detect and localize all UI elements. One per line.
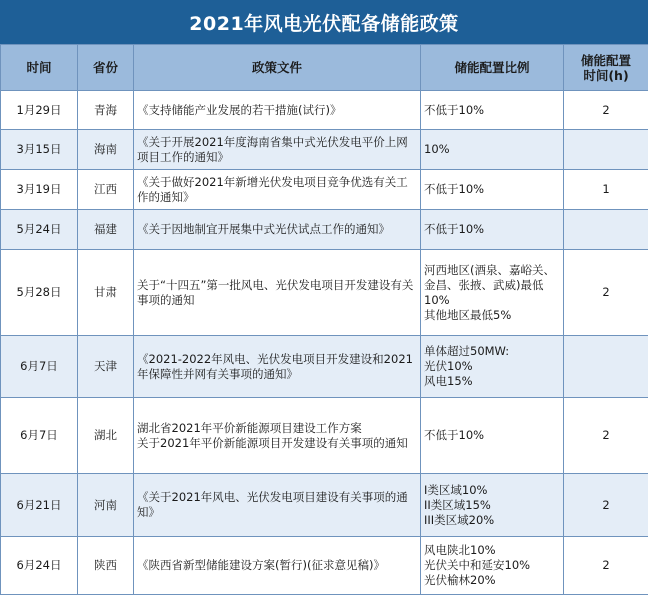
table-title: 2021年风电光伏配备储能政策	[0, 0, 648, 44]
cell-ratio-text: 10%	[424, 142, 450, 156]
cell-province: 陕西	[78, 537, 134, 595]
cell-province: 青海	[78, 91, 134, 130]
cell-hours: 2	[564, 537, 648, 595]
cell-policy: 关于“十四五”第一批风电、光伏发电项目开发建设有关事项的通知	[134, 250, 421, 336]
cell-hours	[564, 130, 648, 170]
cell-province: 湖北	[78, 398, 134, 474]
cell-ratio-text: 不低于10%	[424, 182, 485, 196]
cell-province: 河南	[78, 474, 134, 537]
table-row	[1, 336, 648, 398]
cell-ratio	[421, 398, 564, 474]
cell-time: 5月24日	[1, 210, 78, 250]
cell-ratio	[421, 474, 564, 537]
cell-time: 1月29日	[1, 91, 78, 130]
header-ratio: 储能配置比例	[421, 45, 564, 91]
cell-hours: 2	[564, 91, 648, 130]
cell-province: 福建	[78, 210, 134, 250]
cell-hours: 1	[564, 170, 648, 210]
cell-policy: 《关于2021年风电、光伏发电项目建设有关事项的通知》	[134, 474, 421, 537]
table-row	[1, 170, 648, 210]
cell-ratio	[421, 210, 564, 250]
table-row	[1, 130, 648, 170]
cell-ratio-text: 不低于10%	[424, 428, 485, 442]
cell-ratio	[421, 91, 564, 130]
header-province: 省份	[78, 45, 134, 91]
cell-time: 6月7日	[1, 336, 78, 398]
header-policy: 政策文件	[134, 45, 421, 91]
cell-policy: 《支持储能产业发展的若干措施(试行)》	[134, 91, 421, 130]
cell-hours	[564, 336, 648, 398]
cell-time: 3月15日	[1, 130, 78, 170]
header-hours-label: 储能配置 时间(h)	[580, 52, 631, 83]
cell-province: 江西	[78, 170, 134, 210]
cell-policy-text: 湖北省2021年平价新能源项目建设工作方案 关于2021年平价新能源项目开发建设有关事项的通知	[137, 420, 408, 450]
cell-hours: 2	[564, 250, 648, 336]
cell-time: 3月19日	[1, 170, 78, 210]
cell-ratio-text: 单体超过50MW: 光伏10% 风电15%	[424, 344, 510, 388]
cell-hours: 2	[564, 474, 648, 537]
table-row	[1, 537, 648, 595]
cell-policy	[134, 398, 421, 474]
cell-ratio-text: 河西地区(酒泉、嘉峪关、金昌、张掖、武威)最低10% 其他地区最低5%	[424, 262, 555, 322]
cell-ratio-text: 风电陕北10% 光伏关中和延安10% 光伏榆林20%	[424, 543, 531, 587]
cell-policy: 《关于做好2021年新增光伏发电项目竞争优选有关工作的通知》	[134, 170, 421, 210]
cell-policy: 《陕西省新型储能建设方案(暂行)(征求意见稿)》	[134, 537, 421, 595]
cell-ratio	[421, 336, 564, 398]
cell-hours	[564, 210, 648, 250]
cell-ratio-text: I类区域10% II类区域15% III类区域20%	[424, 482, 495, 527]
cell-time: 6月24日	[1, 537, 78, 595]
cell-policy: 《2021-2022年风电、光伏发电项目开发建设和2021年保障性并网有关事项的通知》	[134, 336, 421, 398]
cell-policy: 《关于开展2021年度海南省集中式光伏发电平价上网项目工作的通知》	[134, 130, 421, 170]
cell-ratio-text: 不低于10%	[424, 222, 485, 236]
cell-time: 5月28日	[1, 250, 78, 336]
table-row	[1, 250, 648, 336]
table-row	[1, 91, 648, 130]
cell-time: 6月21日	[1, 474, 78, 537]
table-row	[1, 398, 648, 474]
cell-ratio	[421, 250, 564, 336]
table-row	[1, 474, 648, 537]
cell-time: 6月7日	[1, 398, 78, 474]
header-time: 时间	[1, 45, 78, 91]
header-row	[1, 45, 648, 91]
cell-policy: 《关于因地制宜开展集中式光伏试点工作的通知》	[134, 210, 421, 250]
cell-ratio	[421, 130, 564, 170]
cell-province: 海南	[78, 130, 134, 170]
table-row	[1, 210, 648, 250]
cell-hours: 2	[564, 398, 648, 474]
cell-ratio	[421, 170, 564, 210]
cell-province: 甘肃	[78, 250, 134, 336]
header-hours	[564, 45, 648, 91]
policy-table	[0, 44, 648, 595]
cell-ratio-text: 不低于10%	[424, 102, 485, 117]
cell-ratio	[421, 537, 564, 595]
cell-province: 天津	[78, 336, 134, 398]
